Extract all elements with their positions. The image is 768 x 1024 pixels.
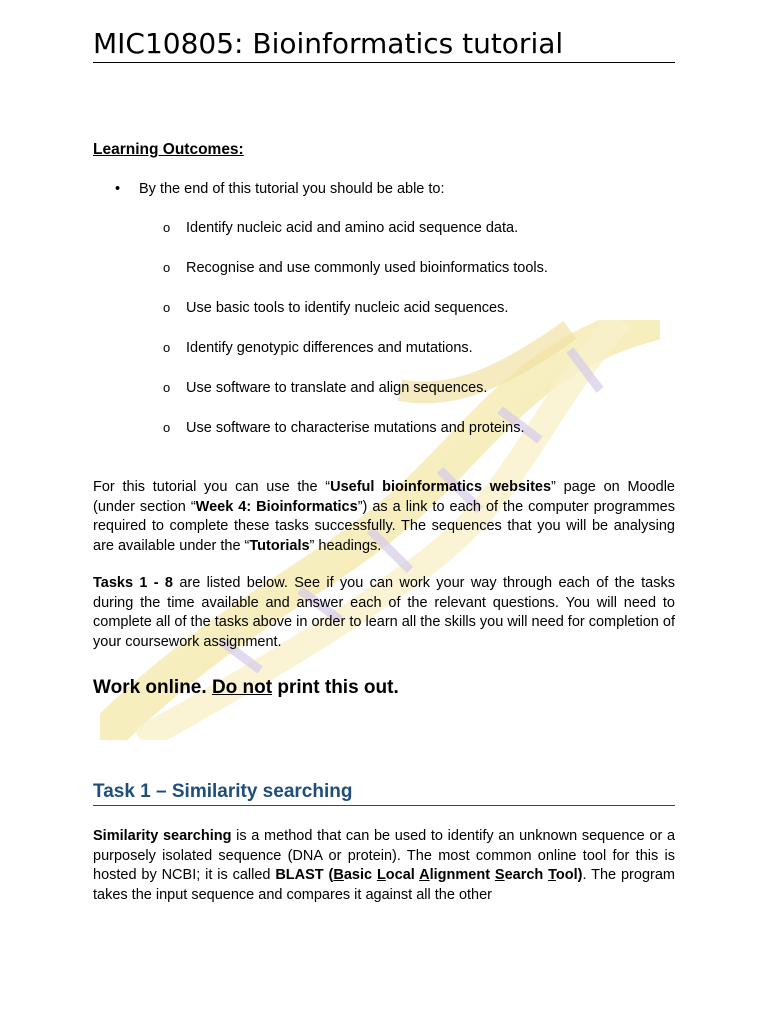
text-run: . The program takes the input sequence and compares it against all the other xyxy=(93,867,675,903)
similarity-searching-paragraph xyxy=(93,827,675,905)
outcome-text: Recognise and use commonly used bioinformatics tools. xyxy=(186,260,548,276)
text-run: lignment xyxy=(429,867,495,883)
moodle-section-name: Week 4: Bioinformatics xyxy=(195,498,358,515)
text-run: are listed below. See if you can work your way through each of the tasks during the time available and answer each of the relevant questions. You will need to complete all of the tasks above in order to learn all the skills you will need for completion of your coursework assignment. xyxy=(93,575,675,650)
blast-acronym xyxy=(275,867,582,883)
text-run: ocal xyxy=(385,867,420,883)
text-run: ool) xyxy=(555,867,583,883)
useful-websites-page-name: Useful bioinformatics websites xyxy=(330,479,552,495)
moodle-instructions-paragraph xyxy=(93,478,675,556)
acronym-letter: B xyxy=(333,867,344,883)
sub-bullet-marker: o xyxy=(163,300,171,315)
tutorials-heading-name: Tutorials xyxy=(249,537,310,554)
outcome-text: Use software to translate and align sequences. xyxy=(186,380,488,396)
text-run: earch xyxy=(504,867,549,883)
text-run: Work online. xyxy=(93,677,212,698)
tasks-range: Tasks 1 - 8 xyxy=(93,575,173,591)
outcome-text: Use basic tools to identify nucleic acid sequences. xyxy=(186,300,509,316)
text-run: ”) as a link to each of the computer programmes required to complete these tasks successfully. The sequences that you will be analysing are available under the “ xyxy=(93,498,675,554)
bullet-marker: • xyxy=(115,181,121,197)
sub-bullet-marker: o xyxy=(163,260,171,275)
outcome-text: Identify nucleic acid and amino acid sequence data. xyxy=(186,220,519,236)
text-run: print this out. xyxy=(272,677,399,698)
text-run: ” page on Moodle (under section “ xyxy=(93,479,676,515)
text-run: is a method that can be used to identify an unknown sequence or a purposely isolated sequence (DNA or protein). The most common online tool for this is hosted by NCBI; it is called xyxy=(93,828,676,883)
do-not-emphasis: Do not xyxy=(211,677,273,698)
tasks-overview-paragraph xyxy=(93,574,675,652)
document-title: MIC10805: Bioinformatics tutorial xyxy=(93,26,675,63)
similarity-searching-term: Similarity searching xyxy=(93,828,232,844)
sub-bullet-marker: o xyxy=(163,220,171,235)
sub-bullet-marker: o xyxy=(163,340,171,355)
acronym-letter: A xyxy=(419,867,430,883)
learning-outcomes-heading: Learning Outcomes: xyxy=(93,141,244,158)
text-run: asic xyxy=(343,867,377,883)
sub-bullet-marker: o xyxy=(163,420,171,435)
work-online-notice xyxy=(93,677,399,699)
sub-bullet-marker: o xyxy=(163,380,171,395)
acronym-letter: T xyxy=(548,867,556,883)
outcome-text: Identify genotypic differences and mutations. xyxy=(186,340,473,356)
outcome-text: Use software to characterise mutations and proteins. xyxy=(186,420,525,436)
acronym-letter: S xyxy=(494,867,505,883)
task-1-heading: Task 1 – Similarity searching xyxy=(93,780,675,806)
text-run: BLAST ( xyxy=(275,867,334,883)
text-run: For this tutorial you can use the “ xyxy=(93,479,331,495)
learning-outcomes-intro: By the end of this tutorial you should be able to: xyxy=(139,181,445,197)
text-run: ” headings. xyxy=(309,537,382,554)
acronym-letter: L xyxy=(376,867,386,883)
